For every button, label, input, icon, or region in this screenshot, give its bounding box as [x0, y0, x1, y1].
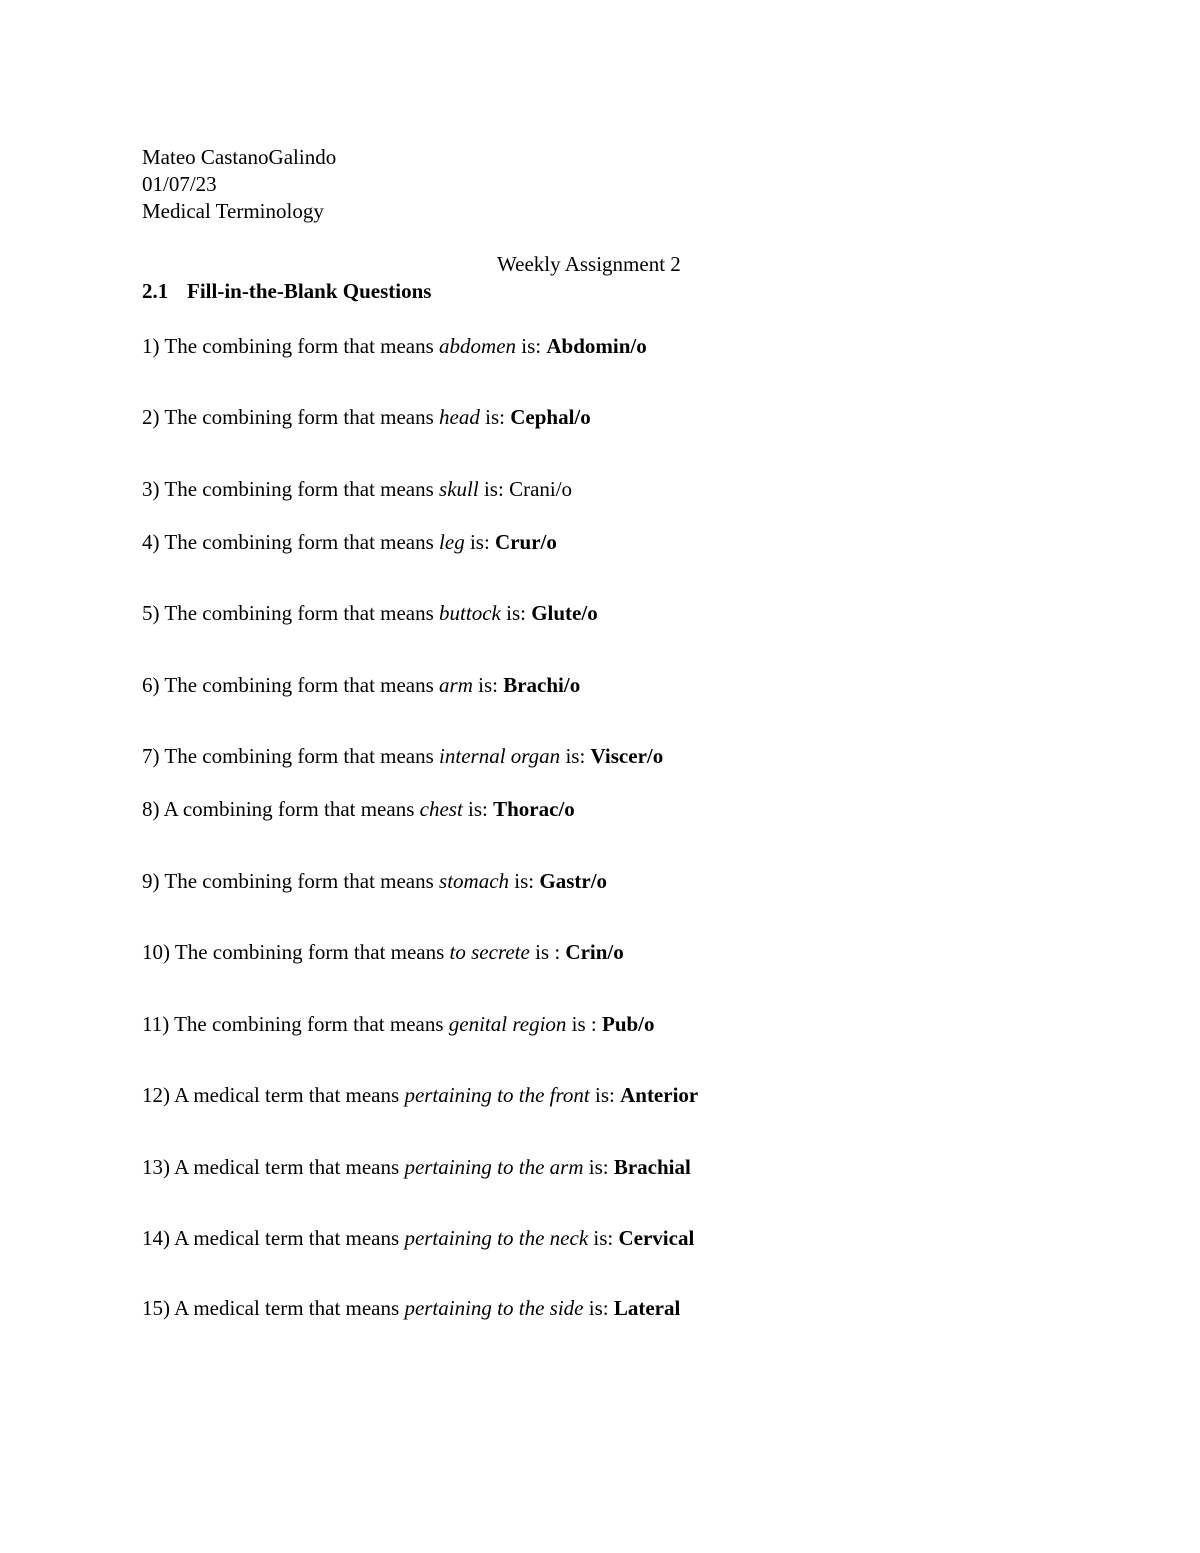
question-prompt: 11) The combining form that means — [142, 1012, 449, 1036]
question-connector: is: — [462, 797, 494, 821]
question-term: pertaining to the arm — [404, 1155, 584, 1179]
question-answer: Gastr/o — [539, 869, 608, 893]
question-prompt: 10) The combining form that means — [142, 940, 450, 964]
question-connector: is: — [588, 1226, 619, 1250]
question-connector: is: — [583, 1296, 614, 1320]
question-answer: Cephal/o — [510, 405, 591, 429]
question-prompt: 4) The combining form that means — [142, 530, 440, 554]
question-term: pertaining to the neck — [404, 1226, 589, 1250]
question-answer: Thorac/o — [493, 797, 575, 821]
question-connector: is: — [509, 869, 540, 893]
question-term: stomach — [439, 869, 510, 893]
question-term: abdomen — [439, 334, 517, 358]
question-answer: Crin/o — [565, 940, 624, 964]
question-connector: is: — [472, 673, 504, 697]
question-line — [142, 479, 572, 500]
question-line — [142, 675, 580, 696]
question-connector: is: — [560, 744, 591, 768]
question-answer: Viscer/o — [590, 744, 664, 768]
question-answer: Glute/o — [531, 601, 598, 625]
question-answer: Pub/o — [602, 1012, 655, 1036]
question-prompt: 5) The combining form that means — [142, 601, 440, 625]
section-heading — [142, 281, 431, 302]
question-term: buttock — [439, 601, 501, 625]
question-prompt: 12) A medical term that means — [142, 1083, 405, 1107]
assignment-date: 01/07/23 — [142, 172, 217, 196]
question-answer: Brachial — [613, 1155, 691, 1179]
question-prompt: 3) The combining form that means — [142, 477, 440, 501]
question-line — [142, 942, 624, 963]
student-name: Mateo CastanoGalindo — [142, 145, 337, 169]
question-term: arm — [439, 673, 473, 697]
question-connector: is: — [589, 1083, 621, 1107]
question-connector: is: — [464, 530, 496, 554]
question-prompt: 1) The combining form that means — [142, 334, 440, 358]
question-line — [142, 336, 647, 357]
question-line — [142, 1298, 680, 1319]
question-term: genital region — [448, 1012, 567, 1036]
question-connector: is: — [583, 1155, 614, 1179]
question-term: to secrete — [449, 940, 530, 964]
question-term: skull — [439, 477, 479, 501]
question-line — [142, 407, 591, 428]
question-answer: Abdomin/o — [546, 334, 647, 358]
question-connector: is : — [566, 1012, 602, 1036]
question-prompt: 8) A combining form that means — [142, 797, 420, 821]
question-prompt: 7) The combining form that means — [142, 744, 440, 768]
question-line — [142, 603, 598, 624]
question-prompt: 6) The combining form that means — [142, 673, 440, 697]
question-line — [142, 1014, 655, 1035]
question-line — [142, 1157, 691, 1178]
question-connector: is: — [478, 477, 510, 501]
question-line — [142, 532, 557, 553]
question-term: pertaining to the front — [404, 1083, 590, 1107]
question-connector: is: — [516, 334, 547, 358]
question-prompt: 2) The combining form that means — [142, 405, 440, 429]
question-answer: Crani/o — [509, 477, 573, 501]
question-answer: Crur/o — [495, 530, 557, 554]
section-number: 2.1 — [142, 279, 169, 303]
course-name: Medical Terminology — [142, 199, 324, 223]
question-line — [142, 746, 663, 767]
question-line — [142, 871, 607, 892]
question-prompt: 9) The combining form that means — [142, 869, 440, 893]
question-term: leg — [439, 530, 465, 554]
question-connector: is: — [479, 405, 511, 429]
question-prompt: 13) A medical term that means — [142, 1155, 405, 1179]
question-connector: is : — [529, 940, 566, 964]
question-term: internal organ — [439, 744, 561, 768]
question-answer: Anterior — [620, 1083, 699, 1107]
question-answer: Brachi/o — [503, 673, 581, 697]
question-connector: is: — [500, 601, 532, 625]
question-term: head — [439, 405, 480, 429]
question-line — [142, 1085, 698, 1106]
question-answer: Lateral — [613, 1296, 681, 1320]
assignment-title: Weekly Assignment 2 — [497, 252, 681, 276]
question-prompt: 15) A medical term that means — [142, 1296, 405, 1320]
question-line — [142, 1228, 694, 1249]
section-title: Fill-in-the-Blank Questions — [187, 279, 432, 303]
question-prompt: 14) A medical term that means — [142, 1226, 405, 1250]
question-term: pertaining to the side — [404, 1296, 584, 1320]
question-term: chest — [419, 797, 463, 821]
question-answer: Cervical — [618, 1226, 695, 1250]
question-line — [142, 799, 575, 820]
